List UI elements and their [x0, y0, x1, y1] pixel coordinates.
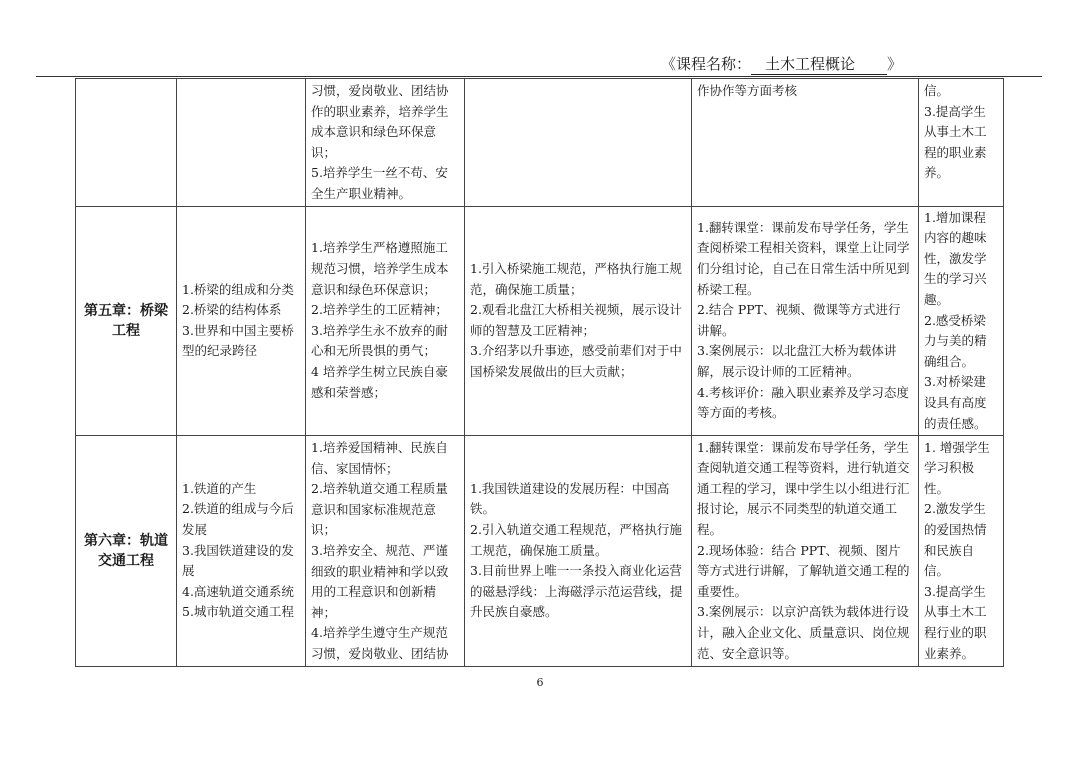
ideology-cell [306, 79, 465, 207]
list-item: 3.案例展示：以京沪高铁为载体进行设计，融入企业文化、质量意识、岗位规范、安全意识等。 [697, 604, 910, 661]
chapter-cell: 第六章：轨道交通工程 [76, 436, 177, 667]
list-item: 2.观看北盘江大桥相关视频，展示设计师的智慧及工匠精神； [470, 302, 682, 338]
list-item: 2.桥梁的结构体系 [182, 302, 282, 318]
list-item: 2.引入轨道交通工程规范，严格执行施工规范，确保施工质量。 [470, 521, 682, 558]
list-item: 4.考核评价：融入职业素养及学习态度等方面的考核。 [697, 384, 909, 421]
ideology-cell [306, 436, 465, 667]
list-item: 3.世界和中国主要桥型的纪录跨径 [182, 322, 294, 359]
course-header-prefix: 《课程名称： [660, 55, 751, 73]
list-item: 2.铁道的组成与今后发展 [182, 501, 294, 537]
list-item: 5.城市轨道交通工程 [182, 604, 294, 620]
methods-cell [692, 206, 919, 436]
list-item: 3.我国铁道建设的发展 [182, 542, 294, 579]
ideology-cell [306, 206, 465, 436]
list-item: 1.我国铁道建设的发展历程：中国高铁。 [470, 480, 670, 517]
list-item: 习惯，爱岗敬业、团结协作的职业素养，培养学生成本意识和绿色环保意识； [311, 83, 449, 160]
page-number: 6 [536, 676, 544, 689]
methods-cell [692, 79, 919, 207]
table-row [76, 79, 1004, 207]
list-item: 2.培养轨道交通工程质量意识和国家标准规范意识； [311, 481, 448, 538]
list-item: 3.介绍茅以升事迹，感受前辈们对于中国桥梁发展做出的巨大贡献； [470, 343, 682, 380]
goals-cell [919, 436, 1004, 667]
content-cell [177, 79, 306, 207]
cases-cell [465, 206, 692, 436]
list-item: 信。 [924, 83, 950, 98]
chapter-cell [76, 79, 177, 207]
syllabus-table [75, 78, 1004, 667]
course-header [661, 53, 902, 75]
goals-cell [919, 79, 1004, 207]
methods-cell [692, 436, 919, 667]
list-item: 3.提高学生从事土木工程的职业素养。 [924, 103, 987, 181]
content-cell [177, 206, 306, 436]
list-item: 2.感受桥梁力与美的精确组合。 [924, 312, 987, 369]
list-item: 1.桥梁的组成和分类 [182, 281, 294, 297]
list-item: 4 培养学生树立民族自豪感和荣誉感； [311, 364, 448, 400]
list-item: 1. 增强学生学习积极性。 [924, 439, 990, 496]
list-item: 1.培养爱国精神、民族自信、家国情怀； [311, 440, 448, 476]
list-item: 1.铁道的产生 [182, 480, 257, 496]
list-item: 3.目前世界上唯一一条投入商业化运营的磁悬浮线：上海磁浮示范运营线，提升民族自豪感。 [470, 563, 683, 620]
course-name: 土木工程概论 [751, 53, 887, 75]
list-item: 1.翻转课堂：课前发布导学任务，学生查阅桥梁工程相关资料，课堂上让同学们分组讨论，自己在日常生活中所见到桥梁工程。 [697, 219, 910, 297]
table-row [76, 206, 1004, 436]
list-item: 2.培养学生的工匠精神； [311, 302, 448, 318]
content-cell [177, 436, 306, 667]
course-header-suffix: 》 [886, 55, 902, 73]
list-item: 3.提高学生从事土木工程行业的职业素养。 [924, 583, 987, 661]
list-item: 3.培养安全、规范、严谨细致的职业精神和学以致用的工程意识和创新精神； [311, 543, 449, 620]
header-rule [36, 76, 1042, 77]
list-item: 1.引入桥梁施工规范，严格执行施工规范，确保施工质量； [470, 261, 682, 297]
list-item: 1.翻转课堂：课前发布导学任务，学生查阅轨道交通工程等资料，进行轨道交通工程的学习，课中学生以小组进行汇报讨论，展示不同类型的轨道交通工程。 [697, 439, 910, 537]
list-item: 3.对桥梁建设具有高度的责任感。 [924, 374, 987, 431]
list-item: 3.培养学生永不放弃的耐心和无所畏惧的勇气； [311, 322, 448, 359]
list-item: 4.培养学生遵守生产规范习惯，爱岗敬业、团结协 [311, 625, 449, 662]
table-row [76, 436, 1004, 667]
goals-cell [919, 206, 1004, 436]
list-item: 2.激发学生的爱国热情和民族自信。 [924, 501, 987, 579]
list-item: 1.培养学生严格遵照施工规范习惯，培养学生成本意识和绿色环保意识； [311, 240, 449, 297]
list-item: 1.增加课程内容的趣味性，激发学生的学习兴趣。 [924, 209, 987, 307]
list-item: 作协作等方面考核 [697, 83, 798, 98]
chapter-cell: 第五章：桥梁工程 [76, 206, 177, 436]
list-item: 2.现场体验：结合 PPT、视频、图片等方式进行讲解，了解轨道交通工程的重要性。 [697, 542, 910, 599]
list-item: 2.结合 PPT、视频、微课等方式进行讲解。 [697, 302, 901, 338]
list-item: 5.培养学生一丝不苟、安全生产职业精神。 [311, 165, 448, 201]
list-item: 4.高速轨道交通系统 [182, 583, 294, 599]
list-item: 3.案例展示：以北盘江大桥为载体讲解，展示设计师的工匠精神。 [697, 343, 897, 380]
cases-cell [465, 79, 692, 207]
cases-cell [465, 436, 692, 667]
